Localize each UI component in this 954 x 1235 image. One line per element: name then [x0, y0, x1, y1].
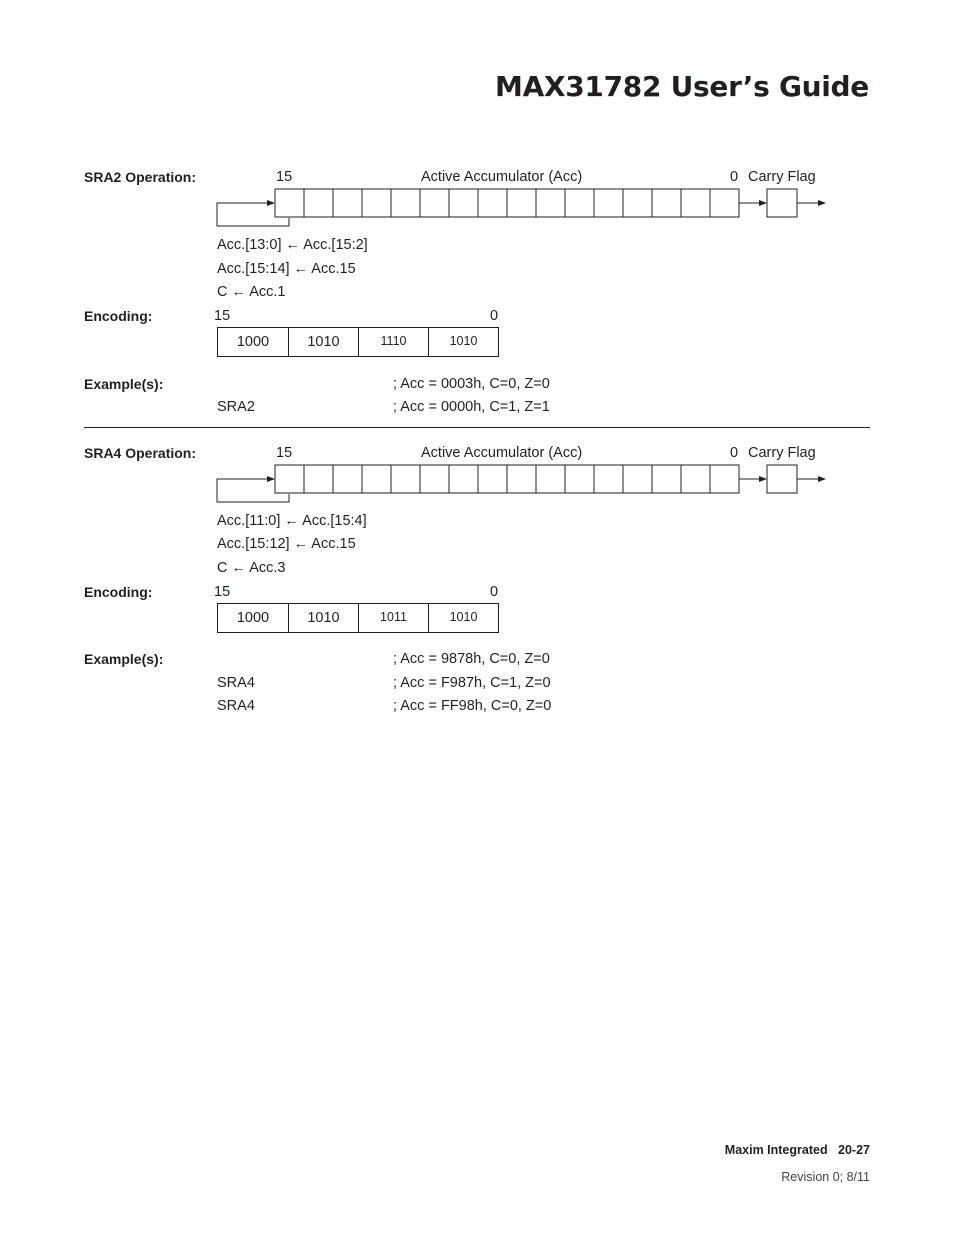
operation-desc-line: C ← Acc.3 — [217, 560, 286, 576]
register-bit-cell — [420, 465, 449, 493]
carry-flag-label: Carry Flag — [748, 445, 816, 461]
accumulator-register — [275, 465, 739, 493]
accumulator-label: Active Accumulator (Acc) — [421, 169, 583, 185]
register-bit-cell — [681, 465, 710, 493]
encoding-nibble: 1010 — [428, 603, 499, 633]
register-bit-cell — [362, 465, 391, 493]
example-comment: ; Acc = F987h, C=1, Z=0 — [393, 675, 551, 691]
sign-extend-feedback-arrow — [217, 479, 289, 502]
register-bit-cell — [449, 465, 478, 493]
encoding-msb-label: 15 — [214, 308, 231, 324]
register-bit-cell — [623, 189, 652, 217]
operation-desc-line: C ← Acc.1 — [217, 284, 286, 300]
accumulator-register — [275, 189, 739, 217]
register-bit-cell — [333, 189, 362, 217]
register-bit-cell — [391, 189, 420, 217]
example-instruction: SRA4 — [217, 698, 255, 714]
accumulator-label: Active Accumulator (Acc) — [421, 445, 583, 461]
lsb-bit-label: 0 — [730, 445, 739, 461]
register-bit-cell — [565, 465, 594, 493]
example-comment: ; Acc = 0003h, C=0, Z=0 — [393, 376, 550, 392]
operation-desc-line: Acc.[13:0] ← Acc.[15:2] — [217, 237, 368, 253]
example-instruction: SRA4 — [217, 675, 255, 691]
msb-bit-label: 15 — [276, 169, 293, 185]
register-bit-cell — [304, 189, 333, 217]
operation-desc-line: Acc.[11:0] ← Acc.[15:4] — [217, 513, 367, 529]
register-bit-cell — [652, 189, 681, 217]
encoding-lsb-label: 0 — [490, 584, 499, 600]
register-bit-cell — [623, 465, 652, 493]
carry-flag-box — [767, 189, 797, 217]
register-bit-cell — [565, 189, 594, 217]
register-bit-cell — [275, 465, 304, 493]
encoding-nibble: 1110 — [358, 327, 429, 357]
encoding-nibble: 1010 — [428, 327, 499, 357]
lsb-bit-label: 0 — [730, 169, 739, 185]
section-divider — [84, 427, 870, 428]
footer-company: Maxim Integrated — [724, 1143, 828, 1157]
example-instruction: SRA2 — [217, 399, 255, 415]
register-bit-cell — [594, 189, 623, 217]
page-title: MAX31782 User’s Guide — [495, 70, 869, 103]
msb-bit-label: 15 — [276, 445, 293, 461]
operation-label: SRA4 Operation: — [84, 445, 197, 461]
operation-desc-line: Acc.[15:12] ← Acc.15 — [217, 536, 356, 552]
register-bit-cell — [710, 189, 739, 217]
register-bit-cell — [507, 189, 536, 217]
register-bit-cell — [304, 465, 333, 493]
register-bit-cell — [594, 465, 623, 493]
encoding-nibble: 1000 — [217, 603, 289, 633]
register-bit-cell — [275, 189, 304, 217]
encoding-label: Encoding: — [84, 308, 153, 324]
footer-page-number: 20-27 — [838, 1143, 870, 1157]
encoding-label: Encoding: — [84, 584, 153, 600]
register-bit-cell — [478, 465, 507, 493]
shift-register-diagram — [200, 185, 840, 235]
sign-extend-feedback-arrow — [217, 203, 289, 226]
example-comment: ; Acc = FF98h, C=0, Z=0 — [393, 698, 552, 714]
example-comment: ; Acc = 9878h, C=0, Z=0 — [393, 651, 550, 667]
register-bit-cell — [420, 189, 449, 217]
example-comment: ; Acc = 0000h, C=1, Z=1 — [393, 399, 550, 415]
encoding-nibble: 1011 — [358, 603, 429, 633]
footer-revision: Revision 0; 8/11 — [781, 1170, 870, 1184]
register-bit-cell — [681, 189, 710, 217]
encoding-lsb-label: 0 — [490, 308, 499, 324]
encoding-nibble: 1000 — [217, 327, 289, 357]
register-bit-cell — [710, 465, 739, 493]
shift-register-diagram — [200, 461, 840, 511]
encoding-nibble: 1010 — [288, 603, 359, 633]
encoding-nibble: 1010 — [288, 327, 359, 357]
register-bit-cell — [391, 465, 420, 493]
page-footer — [725, 1143, 870, 1157]
register-bit-cell — [652, 465, 681, 493]
examples-label: Example(s): — [84, 376, 164, 392]
encoding-msb-label: 15 — [214, 584, 231, 600]
register-bit-cell — [536, 465, 565, 493]
carry-flag-label: Carry Flag — [748, 169, 816, 185]
register-bit-cell — [333, 465, 362, 493]
carry-flag-box — [767, 465, 797, 493]
examples-label: Example(s): — [84, 651, 164, 667]
register-bit-cell — [536, 189, 565, 217]
register-bit-cell — [362, 189, 391, 217]
register-bit-cell — [449, 189, 478, 217]
register-bit-cell — [507, 465, 536, 493]
operation-desc-line: Acc.[15:14] ← Acc.15 — [217, 261, 356, 277]
operation-label: SRA2 Operation: — [84, 169, 197, 185]
register-bit-cell — [478, 189, 507, 217]
